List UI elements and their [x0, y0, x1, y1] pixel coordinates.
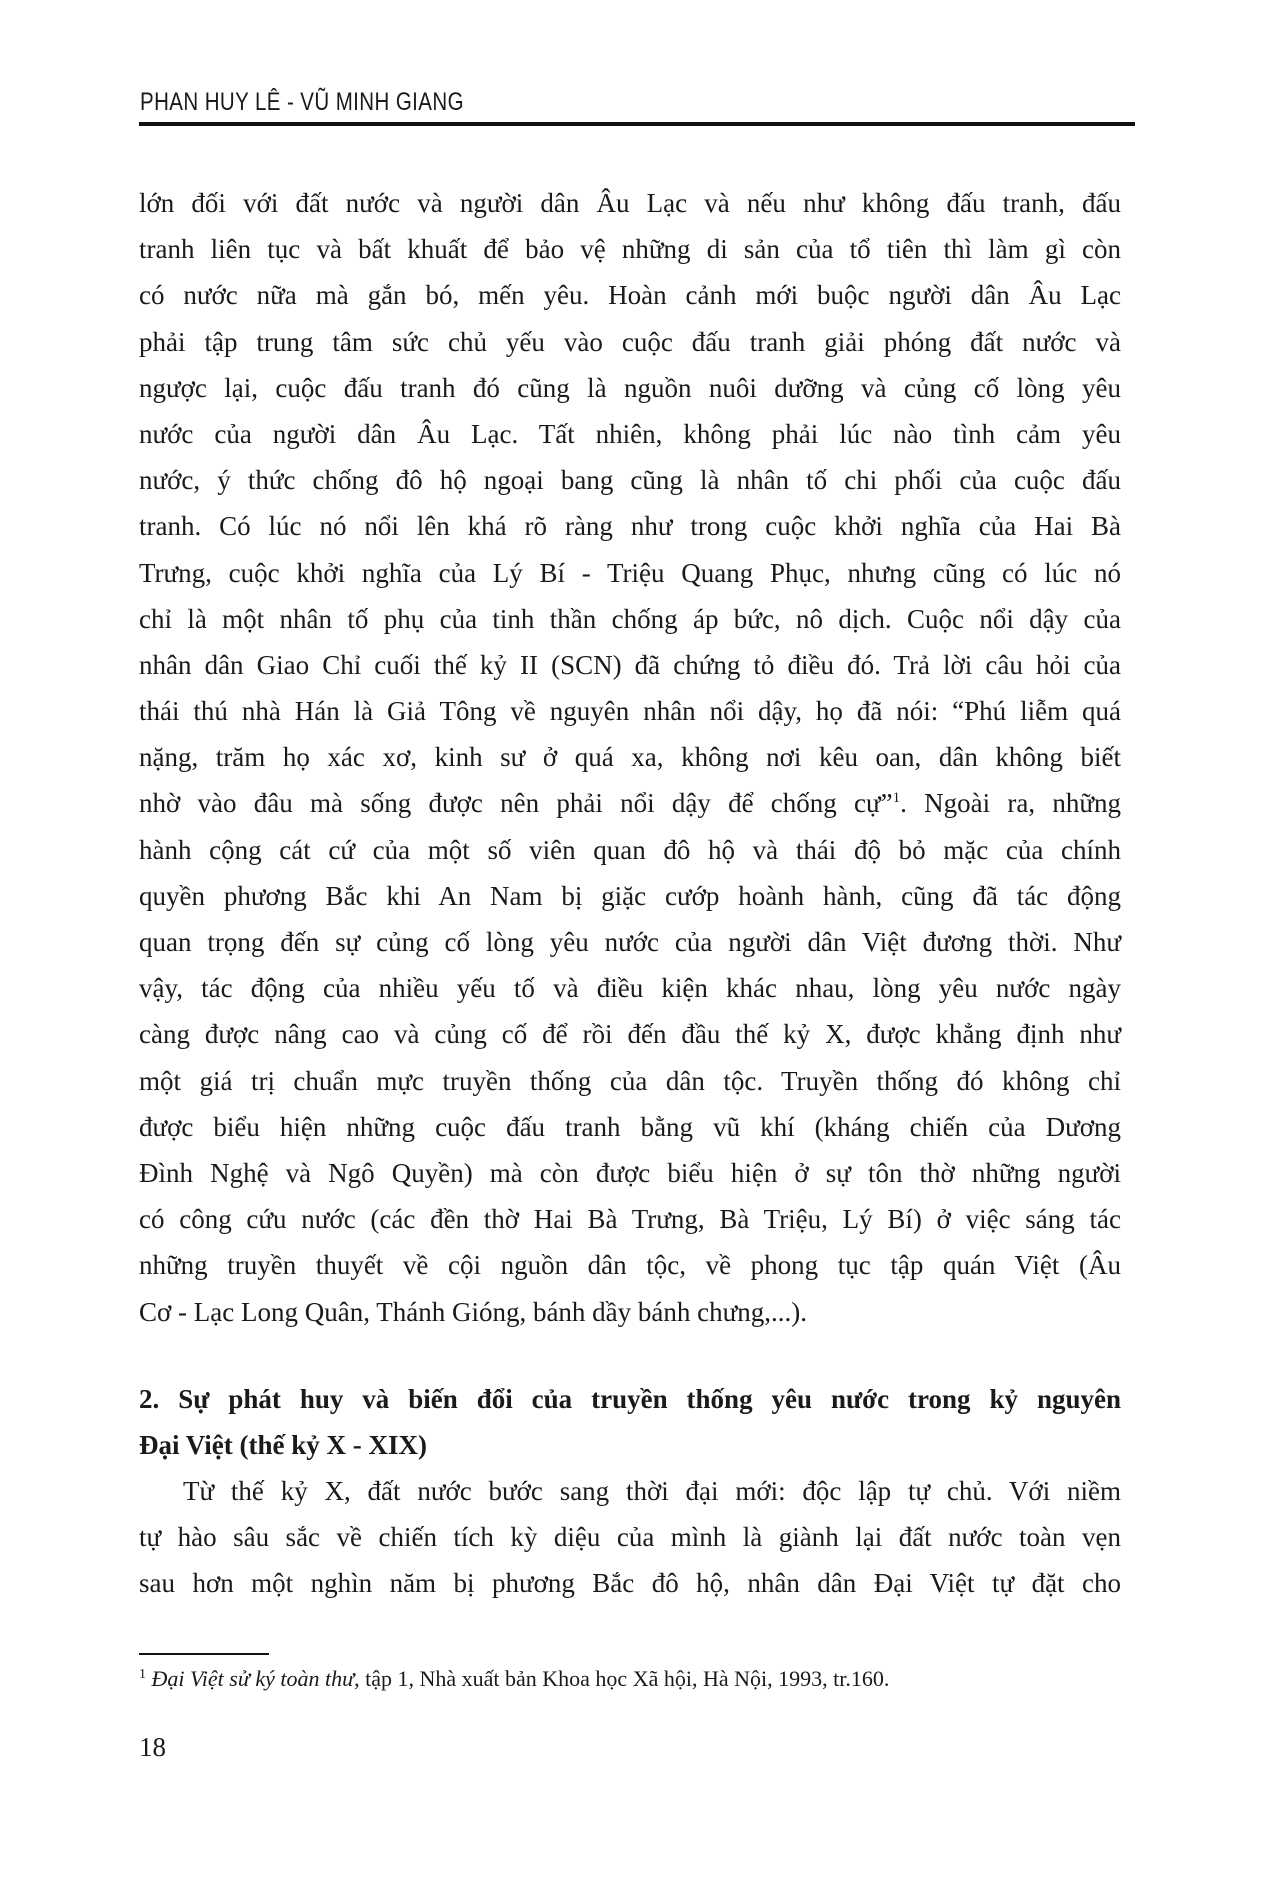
- spacer: [139, 1335, 1121, 1376]
- text-line: được biểu hiện những cuộc đấu tranh bằng vũ khí (kháng chiến của Dương: [139, 1111, 1121, 1142]
- text-line: tranh. Có lúc nó nổi lên khá rõ ràng như trong cuộc khởi nghĩa của Hai Bà: [139, 511, 1121, 542]
- text-line: Trưng, cuộc khởi nghĩa của Lý Bí - Triệu Quang Phục, nhưng cũng có lúc nó: [139, 557, 1121, 588]
- text-line: nước, ý thức chống đô hộ ngoại bang cũng là nhân tố chi phối của cuộc đấu: [139, 465, 1121, 496]
- text-line: ngược lại, cuộc đấu tranh đó cũng là nguồn nuôi dưỡng và củng cố lòng yêu: [139, 372, 1121, 403]
- text-line: thái thú nhà Hán là Giả Tông về nguyên nhân nổi dậy, họ đã nói: “Phú liễm quá: [139, 696, 1121, 727]
- text-line: tranh liên tục và bất khuất để bảo vệ những di sản của tổ tiên thì làm gì còn: [139, 234, 1121, 265]
- text-line: sau hơn một nghìn năm bị phương Bắc đô hộ, nhân dân Đại Việt tự đặt cho: [139, 1568, 1121, 1599]
- text-line: nặng, trăm họ xác xơ, kinh sư ở quá xa, không nơi kêu oan, dân không biết: [139, 742, 1121, 773]
- text-line: những truyền thuyết về cội nguồn dân tộc, về phong tục tập quán Việt (Âu: [139, 1250, 1121, 1281]
- footnote-source-title: Đại Việt sử ký toàn thư: [151, 1666, 355, 1691]
- text-line: Từ thế kỷ X, đất nước bước sang thời đại mới: độc lập tự chủ. Với niềm: [183, 1476, 1121, 1507]
- text-line-with-footnote: [139, 780, 1121, 826]
- text-line: quan trọng đến sự củng cố lòng yêu nước của người dân Việt đương thời. Như: [139, 927, 1121, 957]
- line-text-after: . Ngoài ra, những: [900, 788, 1121, 819]
- running-head-authors: PHAN HUY LÊ - VŨ MINH GIANG: [140, 88, 464, 116]
- header-rule: [139, 122, 1135, 126]
- footnote: [139, 1666, 1121, 1692]
- page-number: 18: [139, 1732, 166, 1762]
- section-heading: [139, 1376, 1121, 1468]
- text-line: nước của người dân Âu Lạc. Tất nhiên, không phải lúc nào tình cảm yêu: [139, 418, 1121, 449]
- text-line: phải tập trung tâm sức chủ yếu vào cuộc đấu tranh giải phóng đất nước và: [139, 326, 1121, 357]
- footnote-separator: [139, 1653, 269, 1655]
- footnote-marker: 1: [139, 1667, 146, 1682]
- text-line: có nước nữa mà gắn bó, mến yêu. Hoàn cảnh mới buộc người dân Âu Lạc: [139, 280, 1121, 311]
- footnote-source-details: , tập 1, Nhà xuất bản Khoa học Xã hội, Hà Nội, 1993, tr.160.: [354, 1666, 890, 1691]
- text-line: có công cứu nước (các đền thờ Hai Bà Trưng, Bà Triệu, Lý Bí) ở việc sáng tác: [139, 1204, 1121, 1235]
- heading-line: Đại Việt (thế kỷ X - XIX): [139, 1429, 427, 1460]
- text-line: càng được nâng cao và củng cố để rồi đến đầu thế kỷ X, được khẳng định như: [139, 1019, 1121, 1050]
- heading-line: 2. Sự phát huy và biến đổi của truyền thống yêu nước trong kỷ nguyên: [139, 1383, 1121, 1414]
- text-line: chỉ là một nhân tố phụ của tinh thần chống áp bức, nô dịch. Cuộc nổi dậy của: [139, 603, 1121, 634]
- text-line: tự hào sâu sắc về chiến tích kỳ diệu của mình là giành lại đất nước toàn vẹn: [139, 1522, 1121, 1553]
- text-line: nhân dân Giao Chỉ cuối thế kỷ II (SCN) đã chứng tỏ điều đó. Trả lời câu hỏi của: [139, 649, 1121, 680]
- body-text: [139, 180, 1121, 1607]
- line-text-before: nhờ vào đâu mà sống được nên phải nổi dậy để chống cự”: [139, 788, 893, 819]
- text-line: quyền phương Bắc khi An Nam bị giặc cướp hoành hành, cũng đã tác động: [139, 880, 1121, 911]
- text-line: hành cộng cát cứ của một số viên quan đô hộ và thái độ bỏ mặc của chính: [139, 834, 1121, 865]
- footnote-reference[interactable]: 1: [892, 790, 901, 807]
- paragraph-2: [139, 1468, 1121, 1607]
- text-line: vậy, tác động của nhiều yếu tố và điều kiện khác nhau, lòng yêu nước ngày: [139, 973, 1121, 1004]
- paragraph-1: [139, 180, 1121, 1335]
- text-line: Cơ - Lạc Long Quân, Thánh Gióng, bánh dầy bánh chưng,...).: [139, 1296, 808, 1327]
- text-line: Đình Nghệ và Ngô Quyền) mà còn được biểu hiện ở sự tôn thờ những người: [139, 1157, 1121, 1188]
- text-line: một giá trị chuẩn mực truyền thống của dân tộc. Truyền thống đó không chỉ: [139, 1065, 1121, 1096]
- text-line: lớn đối với đất nước và người dân Âu Lạc và nếu như không đấu tranh, đấu: [139, 188, 1121, 218]
